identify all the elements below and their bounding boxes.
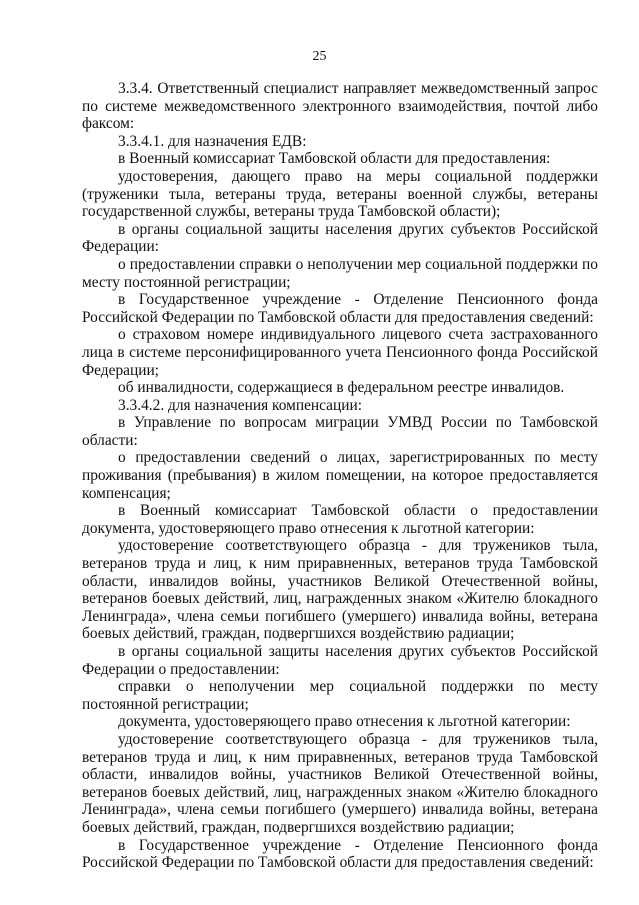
- paragraph: в Государственное учреждение - Отделение Пенсионного фонда Российской Федерации по Тамбовской области для предоставления сведений:: [82, 291, 598, 326]
- paragraph: в Государственное учреждение - Отделение Пенсионного фонда Российской Федерации по Тамбовской области для предоставления сведений:: [82, 836, 598, 872]
- paragraph: документа, удостоверяющего право отнесения к льготной категории:: [118, 713, 571, 731]
- paragraph: 3.3.4. Ответственный специалист направляет межведомственный запрос по системе межведомственного электронного взаимодействия, почтой либо факсом:: [82, 80, 598, 133]
- document-body: [82, 80, 598, 872]
- paragraph: о страховом номере индивидуального лицевого счета застрахованного лица в системе персонифицированного учета Пенсионного фонда Российской Федерации;: [82, 326, 598, 379]
- paragraph: в органы социальной защиты населения других субъектов Российской Федерации:: [82, 220, 598, 256]
- paragraph: справки о неполучении мер социальной поддержки по месту постоянной регистрации;: [82, 678, 598, 713]
- page-number: 25: [312, 49, 327, 64]
- paragraph: удостоверение соответствующего образца - для тружеников тыла, ветеранов труда и лиц, к ним приравненных, ветеранов труда Тамбовской области, инвалидов войны, участников Великой Отечественной войны, ветеранов боевых действий, лиц, награжденных знаком «Жителю блокадного Ленинграда», члена семьи погибшего (умершего) инвалида войны, ветерана боевых действий, граждан, подвергшихся воздействию радиации;: [82, 537, 598, 643]
- paragraph: удостоверения, дающего право на меры социальной поддержки (труженики тыла, ветераны труда, ветераны военной службы, ветераны государственной службы, ветераны труда Тамбовской области);: [82, 167, 598, 221]
- paragraph: о предоставлении справки о неполучении мер социальной поддержки по месту постоянной регистрации;: [82, 255, 598, 291]
- paragraph: в Управление по вопросам миграции УМВД России по Тамбовской области:: [82, 414, 598, 449]
- paragraph: о предоставлении сведений о лицах, зарегистрированных по месту проживания (пребывания) в жилом помещении, на которое предоставляется компенсация;: [82, 449, 598, 502]
- paragraph: об инвалидности, содержащиеся в федеральном реестре инвалидов.: [118, 379, 565, 397]
- paragraph: в Военный комиссариат Тамбовской области о предоставлении документа, удостоверяющего право отнесения к льготной категории:: [82, 502, 598, 537]
- paragraph: 3.3.4.2. для назначения компенсации:: [118, 396, 363, 414]
- paragraph: удостоверение соответствующего образца - для тружеников тыла, ветеранов труда и лиц, к ним приравненных, ветеранов труда Тамбовской области, инвалидов войны, участников Великой Отечественной войны, ветеранов боевых действий, лиц, награжденных знаком «Жителю блокадного Ленинграда», члена семьи погибшего (умершего) инвалида войны, ветерана боевых действий, граждан, подвергшихся воздействию радиации;: [82, 730, 598, 836]
- paragraph: в органы социальной защиты населения других субъектов Российской Федерации о предоставлении:: [82, 643, 598, 678]
- paragraph: 3.3.4.1. для назначения ЕДВ:: [118, 132, 307, 150]
- paragraph: в Военный комиссариат Тамбовской области для предоставления:: [118, 150, 551, 168]
